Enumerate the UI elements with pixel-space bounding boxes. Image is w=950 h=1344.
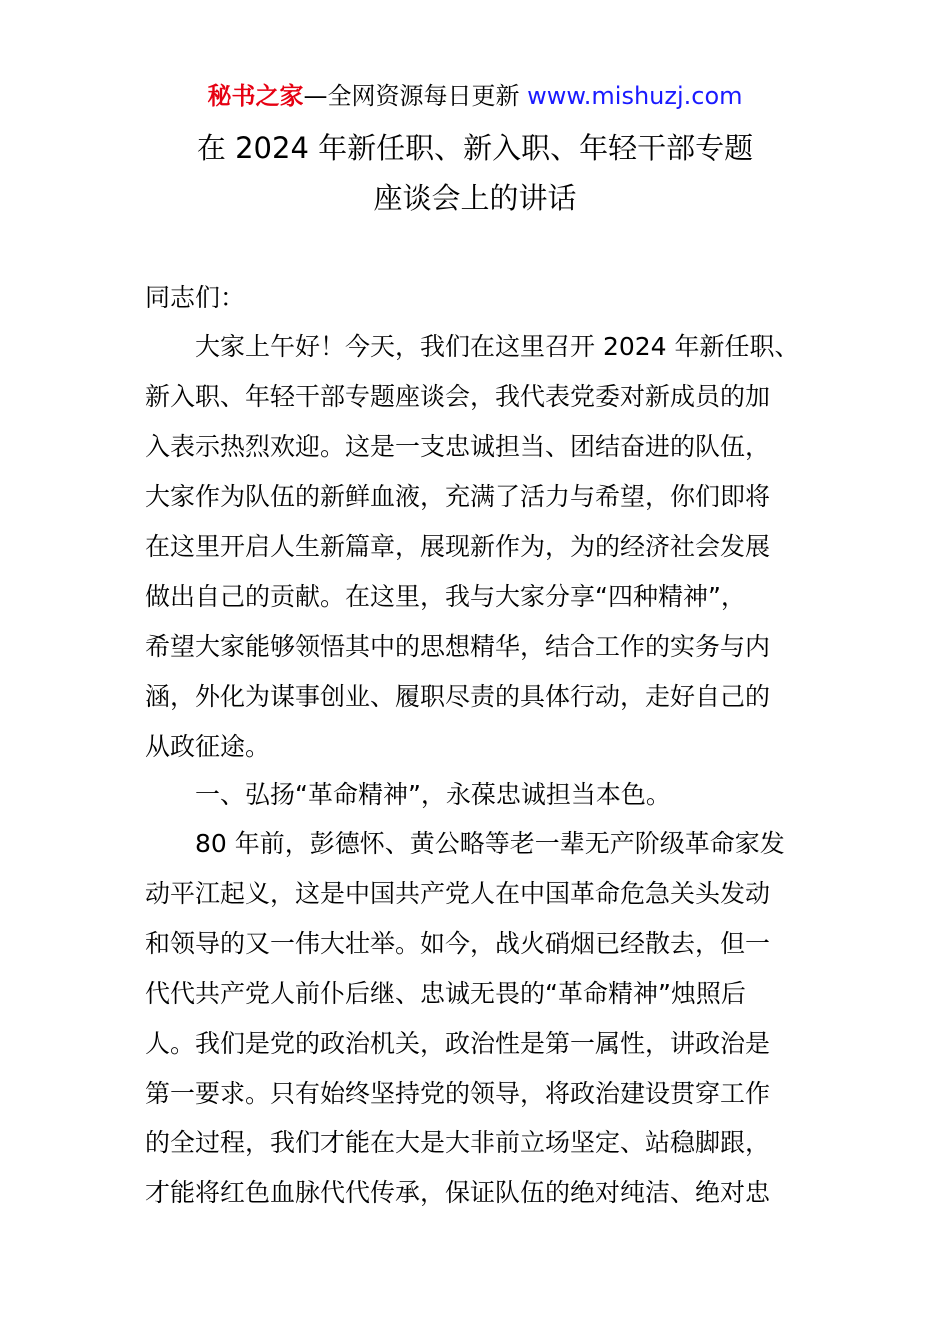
paragraph-line: 在这里开启人生新篇章，展现新作为，为的经济社会发展 <box>145 532 771 561</box>
paragraph-line: 新入职、年轻干部专题座谈会，我代表党委对新成员的加 <box>145 382 771 411</box>
brand-name: 秘书之家 <box>207 82 304 110</box>
paragraph-line: 入表示热烈欢迎。这是一支忠诚担当、团结奋进的队伍， <box>145 432 771 461</box>
site-url[interactable]: www.mishuzj.com <box>527 82 743 110</box>
paragraph-line: 做出自己的贡献。在这里，我与大家分享“四种精神”， <box>145 582 746 611</box>
paragraph-line: 从政征途。 <box>145 732 271 761</box>
paragraph-line: 第一要求。只有始终坚持党的领导，将政治建设贯穿工作 <box>145 1079 771 1108</box>
paragraph-line: 大家上午好！今天，我们在这里召开 2024 年新任职、 <box>195 332 800 361</box>
paragraph-line: 代代共产党人前仆后继、忠诚无畏的“革命精神”烛照后 <box>145 979 746 1008</box>
site-header <box>0 80 950 112</box>
document-title-line-2: 座谈会上的讲话 <box>373 181 577 215</box>
paragraph-line: 的全过程，我们才能在大是大非前立场坚定、站稳脚跟， <box>145 1128 771 1157</box>
site-tagline: —全网资源每日更新 <box>303 82 528 110</box>
section-heading: 一、弘扬“革命精神”，永葆忠诚担当本色。 <box>195 780 671 809</box>
paragraph-line: 涵，外化为谋事创业、履职尽责的具体行动，走好自己的 <box>145 682 771 711</box>
paragraph-line: 希望大家能够领悟其中的思想精华，结合工作的实务与内 <box>145 632 771 661</box>
paragraph-line: 和领导的又一伟大壮举。如今，战火硝烟已经散去，但一 <box>145 929 771 958</box>
paragraph-line: 人。我们是党的政治机关，政治性是第一属性，讲政治是 <box>145 1029 771 1058</box>
document-title-line-1: 在 2024 年新任职、新入职、年轻干部专题 <box>196 131 754 165</box>
salutation: 同志们： <box>145 283 246 312</box>
paragraph-line: 大家作为队伍的新鲜血液，充满了活力与希望，你们即将 <box>145 482 771 511</box>
paragraph-line: 才能将红色血脉代代传承，保证队伍的绝对纯洁、绝对忠 <box>145 1178 771 1207</box>
paragraph-line: 80 年前，彭德怀、黄公略等老一辈无产阶级革命家发 <box>195 829 785 858</box>
paragraph-line: 动平江起义，这是中国共产党人在中国革命危急关头发动 <box>145 879 771 908</box>
